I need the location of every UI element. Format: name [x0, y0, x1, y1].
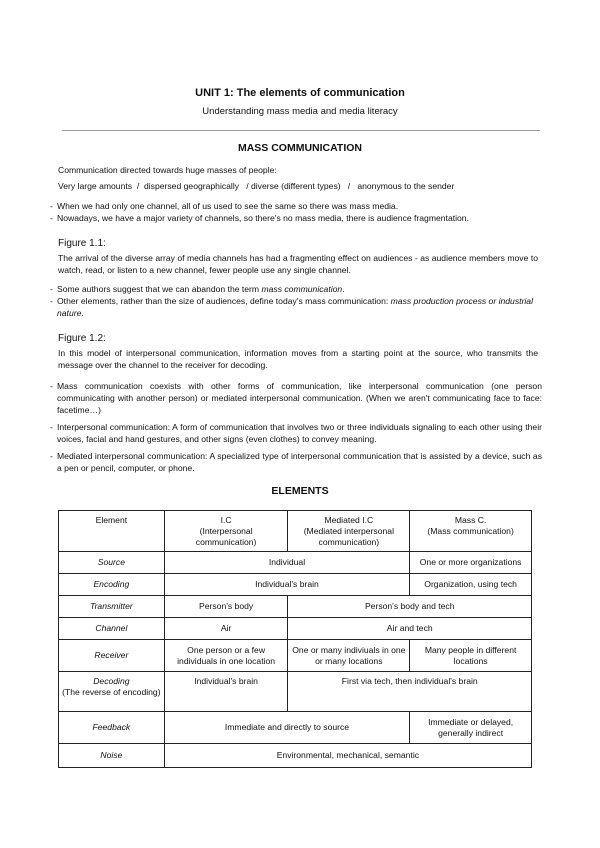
list-item: [50, 295, 535, 319]
text-run: Other elements, rather than the size of audiences, define today's mass communication:: [57, 296, 391, 306]
table-cell: Individual: [164, 552, 409, 574]
text-run: .: [81, 308, 84, 318]
table-cell: Environmental, mechanical, semantic: [164, 744, 531, 768]
list-item: - Interpersonal communication: A form of communication that involves two or three individuals signaling to each other using their voices, facial and hand gestures, and other signs (even clothes) to convey meaning.: [50, 421, 542, 445]
row-label-channel: Channel: [59, 618, 165, 640]
row-label-noise: Noise: [59, 744, 165, 768]
page-subtitle: Understanding mass media and media literacy: [202, 106, 398, 117]
table-row: [59, 672, 532, 712]
table-cell: One person or a few individuals in one location: [164, 640, 288, 672]
figure-1-2-label: Figure 1.2:: [58, 333, 106, 344]
table-cell: Air: [164, 618, 288, 640]
figure-1-1-text: The arrival of the diverse array of media channels has had a fragmenting effect on audiences - as audience members move to watch, read, or listen to a new channel, fewer people use any single channel.: [58, 253, 538, 275]
list-item: - When we had only one channel, all of us used to see the same so there was mass media.: [50, 200, 542, 212]
text-run: .: [342, 284, 345, 294]
table-row: [59, 574, 532, 596]
bullet-list-channels: [50, 200, 542, 224]
table-cell: First via tech, then individual's brain: [288, 672, 532, 712]
table-cell: One or many indiviuals in one or many locations: [288, 640, 410, 672]
row-label-source: Source: [59, 552, 165, 574]
header-cell-element: Element: [59, 511, 165, 552]
mass-traits: Very large amounts / dispersed geographically / diverse (different types) / anonymous to the sender: [58, 181, 455, 191]
page-title: UNIT 1: The elements of communication: [195, 87, 405, 99]
table-cell: Immediate or delayed, generally indirect: [410, 712, 532, 744]
list-item: [50, 283, 542, 295]
text-run: Some authors suggest that we can abandon the term: [57, 284, 262, 294]
figure-1-2-text: In this model of interpersonal communication, information moves from a starting point at the source, who transmits the message over the channel to the receiver for decoding.: [58, 348, 538, 370]
table-cell: Immediate and directly to source: [164, 712, 409, 744]
section-heading-elements: ELEMENTS: [271, 485, 329, 497]
bullet-list-authors: [50, 283, 542, 319]
header-cell-ic: I.C (Interpersonal communication): [164, 511, 288, 552]
header-cell-mass: Mass C. (Mass communication): [410, 511, 532, 552]
table-row: [59, 596, 532, 618]
list-item: - Mediated interpersonal communication: A specialized type of interpersonal communication that is assisted by a device, such as a pen or pencil, computer, or phone.: [50, 450, 542, 474]
table-row: [59, 552, 532, 574]
table-cell: Individual's brain: [164, 574, 409, 596]
elements-table: [58, 510, 532, 768]
row-label-receiver: Receiver: [59, 640, 165, 672]
list-item: - Mass communication coexists with other forms of communication, like interpersonal communication (one person communicating with another person) or mediated interpersonal communication. (When we aren't communicating face to face: facetime…): [50, 380, 542, 416]
table-cell: Many people in different locations: [410, 640, 532, 672]
table-cell: Air and tech: [288, 618, 532, 640]
table-cell: Person's body and tech: [288, 596, 532, 618]
row-label-feedback: Feedback: [59, 712, 165, 744]
row-label-encoding: Encoding: [59, 574, 165, 596]
header-cell-mediated-ic: Mediated I.C (Mediated interpersonal communication): [288, 511, 410, 552]
table-cell: Individual's brain: [164, 672, 288, 712]
bullet-list-forms: [50, 380, 542, 474]
italic-term: mass communication: [261, 284, 343, 294]
list-item: - Nowadays, we have a major variety of channels, so there's no mass media, there is audience fragmentation.: [50, 212, 542, 224]
table-row: [59, 618, 532, 640]
table-cell: One or more organizations: [410, 552, 532, 574]
table-row: [59, 640, 532, 672]
table-cell: Person's body: [164, 596, 288, 618]
row-label-decoding: [59, 672, 165, 712]
section-heading-mass-communication: MASS COMMUNICATION: [237, 142, 363, 154]
table-header-row: [59, 511, 532, 552]
figure-1-1-label: Figure 1.1:: [58, 238, 106, 249]
decoding-label: Decoding: [93, 676, 130, 686]
table-row: [59, 744, 532, 768]
intro-text: Communication directed towards huge masses of people:: [58, 165, 277, 175]
row-label-transmitter: Transmitter: [59, 596, 165, 618]
decoding-sublabel: (The reverse of encoding): [62, 687, 161, 697]
table-row: [59, 712, 532, 744]
table-cell: Organization, using tech: [410, 574, 532, 596]
divider: [62, 130, 540, 131]
italic-term: mass production process or industrial nature: [57, 296, 533, 318]
